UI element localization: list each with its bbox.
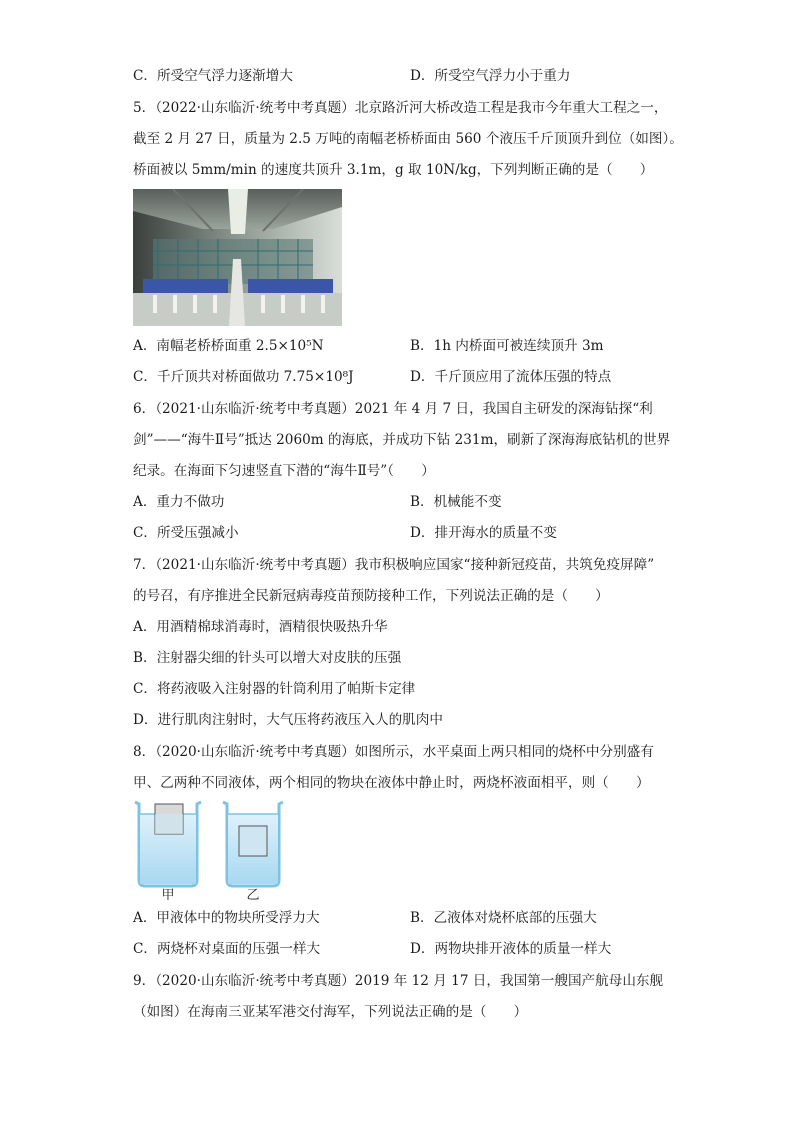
- q6-option-c: C．所受压强减小: [133, 525, 239, 541]
- q5-option-a: A．南幅老桥桥面重 2.5×10⁵N: [133, 338, 324, 354]
- q4-option-d: D．所受空气浮力小于重力: [410, 68, 571, 84]
- label-yi: 乙: [246, 888, 260, 900]
- q6-option-a: A．重力不做功: [133, 494, 225, 510]
- beaker-yi: [223, 802, 283, 886]
- q5-stem-line-3: 桥面被以 5mm/min 的速度共顶升 3.1m，g 取 10N/kg，下列判断正确的是（ ）: [133, 162, 654, 178]
- q7-option-c: C．将药液吸入注射器的针筒利用了帕斯卡定律: [133, 681, 416, 697]
- q5-option-d: D．千斤顶应用了流体压强的特点: [410, 369, 612, 385]
- q6-stem-line-2: 剑”——“海牛Ⅱ号”抵达 2060m 的海底，并成功下钻 231m，刷新了深海海底钻机的世界: [133, 432, 671, 448]
- q4-option-c: C．所受空气浮力逐渐增大: [133, 68, 293, 84]
- beakers-diagram: [133, 800, 283, 900]
- q6-option-b: B．机械能不变: [410, 494, 502, 510]
- q6-stem-line-3: 纪录。在海面下匀速竖直下潜的“海牛Ⅱ号”（ ）: [133, 463, 435, 479]
- q6-option-d: D．排开海水的质量不变: [410, 525, 557, 541]
- q5-stem-line-1: 5．（2022·山东临沂·统考中考真题）北京路沂河大桥改造工程是我市今年重大工程之一，: [133, 100, 668, 116]
- q7-option-d: D．进行肌肉注射时，大气压将药液压入人的肌肉中: [133, 712, 443, 728]
- beaker-jia: [135, 802, 201, 886]
- q5-option-b: B．1h 内桥面可被连续顶升 3m: [410, 338, 604, 354]
- q8-stem-line-1: 8．（2020·山东临沂·统考中考真题）如图所示，水平桌面上两只相同的烧杯中分别盛有: [133, 744, 654, 760]
- q8-option-d: D．两物块排开液体的质量一样大: [410, 941, 612, 957]
- q5-stem-line-2: 截至 2 月 27 日，质量为 2.5 万吨的南幅老桥桥面由 560 个液压千斤顶顶升到位（如图）。: [133, 131, 683, 147]
- q8-stem-line-2: 甲、乙两种不同液体，两个相同的物块在液体中静止时，两烧杯液面相平，则（ ）: [133, 775, 650, 791]
- q8-option-a: A．甲液体中的物块所受浮力大: [133, 910, 320, 926]
- q7-stem-line-2: 的号召，有序推进全民新冠病毒疫苗预防接种工作，下列说法正确的是（ ）: [133, 588, 609, 604]
- q7-option-b: B．注射器尖细的针头可以增大对皮肤的压强: [133, 650, 402, 666]
- q8-option-c: C．两烧杯对桌面的压强一样大: [133, 941, 321, 957]
- q6-stem-line-1: 6．（2021·山东临沂·统考中考真题）2021 年 4 月 7 日，我国自主研发的深海钻探“利: [133, 401, 653, 417]
- bridge-jacking-photo: [133, 189, 342, 326]
- q9-stem-line-1: 9．（2020·山东临沂·统考中考真题）2019 年 12 月 17 日，我国第一艘国产航母山东舰: [133, 973, 664, 989]
- q9-stem-line-2: （如图）在海南三亚某军港交付海军，下列说法正确的是（ ）: [133, 1004, 528, 1020]
- q8-option-b: B．乙液体对烧杯底部的压强大: [410, 910, 597, 926]
- q7-option-a: A．用酒精棉球消毒时，酒精很快吸热升华: [133, 619, 388, 635]
- q5-option-c: C．千斤顶共对桥面做功 7.75×10⁸J: [133, 369, 354, 385]
- label-jia: 甲: [161, 888, 175, 900]
- q7-stem-line-1: 7．（2021·山东临沂·统考中考真题）我市积极响应国家“接种新冠疫苗，共筑免疫屏障”: [133, 557, 655, 573]
